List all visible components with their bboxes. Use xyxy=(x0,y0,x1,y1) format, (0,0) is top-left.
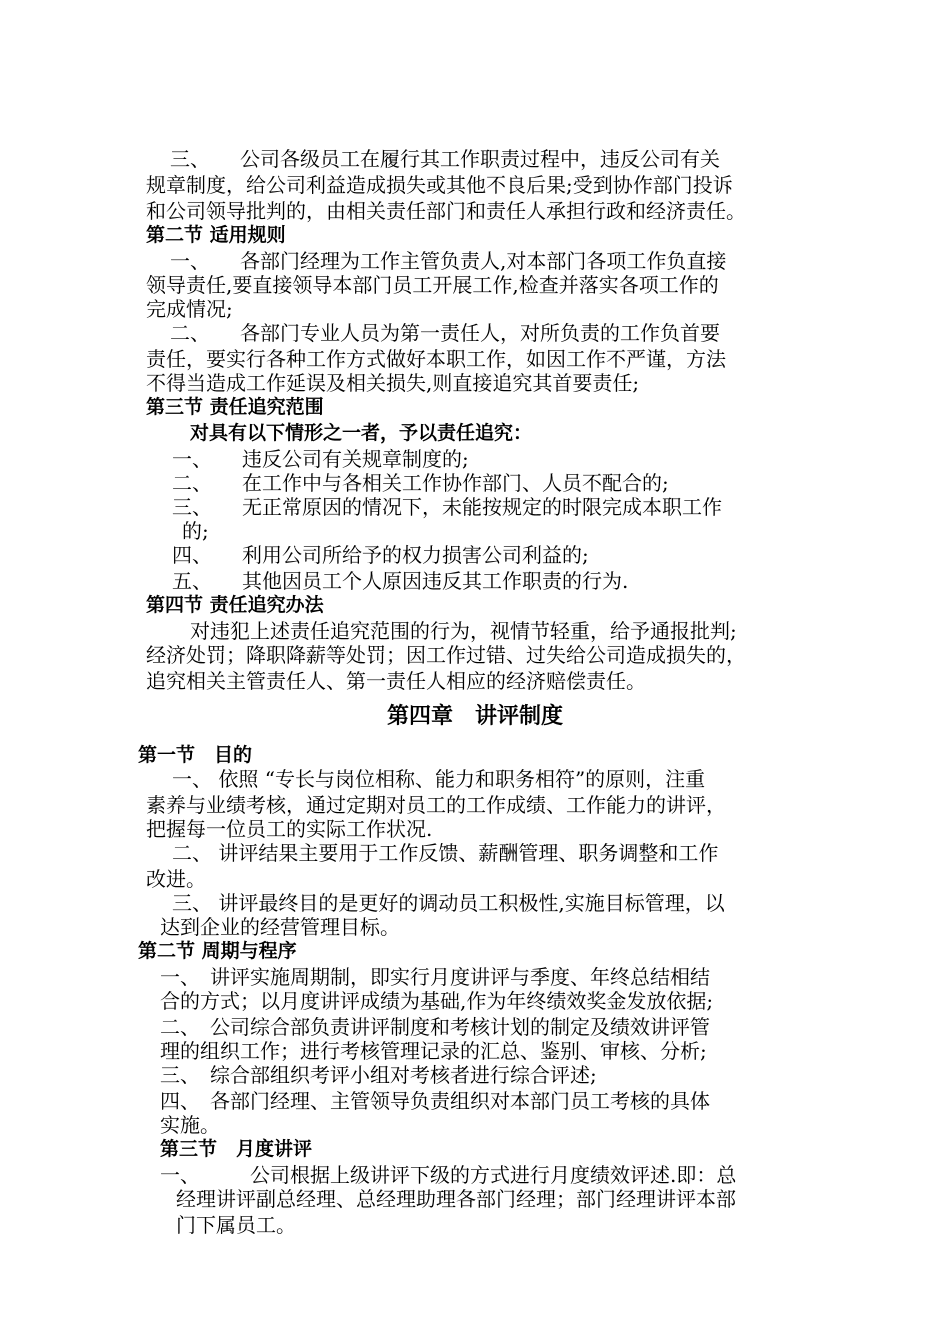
section-heading: 第四节 责任追究办法 xyxy=(146,594,324,616)
list-item-continuation: 门下属员工。 xyxy=(176,1213,296,1237)
section-heading: 第二节 适用规则 xyxy=(146,224,286,246)
paragraph-line: 经济处罚；降职降薪等处罚；因工作过错、过失给公司造成损失的， xyxy=(146,643,746,667)
paragraph-line: 领导责任,要直接领导本部门员工开展工作,检查并落实各项工作的 xyxy=(146,273,719,297)
list-item-continuation: 实施。 xyxy=(160,1113,220,1137)
section-heading: 第三节 责任追究范围 xyxy=(146,396,324,418)
paragraph-line: 完成情况; xyxy=(146,297,233,321)
paragraph-line: 规章制度，给公司利益造成损失或其他不良后果;受到协作部门投诉 xyxy=(146,173,733,197)
section-heading: 第二节 周期与程序 xyxy=(138,940,297,962)
emphasis-line: 对具有以下情形之一者，予以责任追究： xyxy=(190,422,533,444)
section-heading: 第三节 月度讲评 xyxy=(160,1138,313,1160)
list-item: 一、 讲评实施周期制，即实行月度讲评与季度、年终总结相结 xyxy=(160,965,710,989)
paragraph-line: 三、 讲评最终目的是更好的调动员工积极性,实施目标管理，以 xyxy=(172,891,725,915)
list-item: 五、 其他因员工个人原因违反其工作职责的行为. xyxy=(172,569,629,593)
list-item: 二、 公司综合部负责讲评制度和考核计划的制定及绩效讲评管 xyxy=(160,1015,710,1039)
list-item-continuation: 的; xyxy=(182,519,209,543)
list-item: 三、 无正常原因的情况下，未能按规定的时限完成本职工作 xyxy=(172,495,722,519)
list-item: 一、 违反公司有关规章制度的; xyxy=(172,447,469,471)
list-item-continuation: 理的组织工作；进行考核管理记录的汇总、鉴别、审核、分析; xyxy=(160,1039,707,1063)
list-item: 四、 利用公司所给予的权力损害公司利益的; xyxy=(172,543,589,567)
section-heading: 第一节 目的 xyxy=(138,744,253,766)
paragraph-line: 一、 各部门经理为工作主管负责人,对本部门各项工作负直接 xyxy=(170,249,727,273)
paragraph-line: 达到企业的经营管理目标。 xyxy=(160,915,400,939)
paragraph-line: 把握每一位员工的实际工作状况. xyxy=(146,817,433,841)
list-item: 一、 公司根据上级讲评下级的方式进行月度绩效评述.即：总 xyxy=(160,1163,737,1187)
list-item-continuation: 经理讲评副总经理、总经理助理各部门经理；部门经理讲评本部 xyxy=(176,1187,736,1211)
list-item: 三、 综合部组织考评小组对考核者进行综合评述; xyxy=(160,1063,597,1087)
paragraph-line: 责任，要实行各种工作方式做好本职工作，如因工作不严谨，方法 xyxy=(146,347,726,371)
paragraph-line: 二、 讲评结果主要用于工作反馈、薪酬管理、职务调整和工作 xyxy=(172,841,719,865)
paragraph-line: 素养与业绩考核，通过定期对员工的工作成绩、工作能力的讲评， xyxy=(146,793,726,817)
paragraph-line: 对违犯上述责任追究范围的行为，视情节轻重，给予通报批判; xyxy=(190,619,737,643)
list-item-continuation: 合的方式；以月度讲评成绩为基础,作为年终绩效奖金发放依据; xyxy=(160,989,714,1013)
paragraph-line: 追究相关主管责任人、第一责任人相应的经济赔偿责任。 xyxy=(146,669,646,693)
list-item: 二、 在工作中与各相关工作协作部门、人员不配合的; xyxy=(172,471,669,495)
chapter-title: 第四章 讲评制度 xyxy=(386,704,563,729)
paragraph-line: 改进。 xyxy=(146,867,206,891)
paragraph-line: 不得当造成工作延误及相关损失,则直接追究其首要责任; xyxy=(146,371,640,395)
list-item: 四、 各部门经理、主管领导负责组织对本部门员工考核的具体 xyxy=(160,1089,710,1113)
paragraph-line: 和公司领导批判的，由相关责任部门和责任人承担行政和经济责任。 xyxy=(146,199,746,223)
paragraph-line: 一、 依照 “专长与岗位相称、能力和职务相符”的原则，注重 xyxy=(172,767,706,791)
paragraph-line: 三、 公司各级员工在履行其工作职责过程中，违反公司有关 xyxy=(170,147,720,171)
paragraph-line: 二、 各部门专业人员为第一责任人，对所负责的工作负首要 xyxy=(170,321,720,345)
